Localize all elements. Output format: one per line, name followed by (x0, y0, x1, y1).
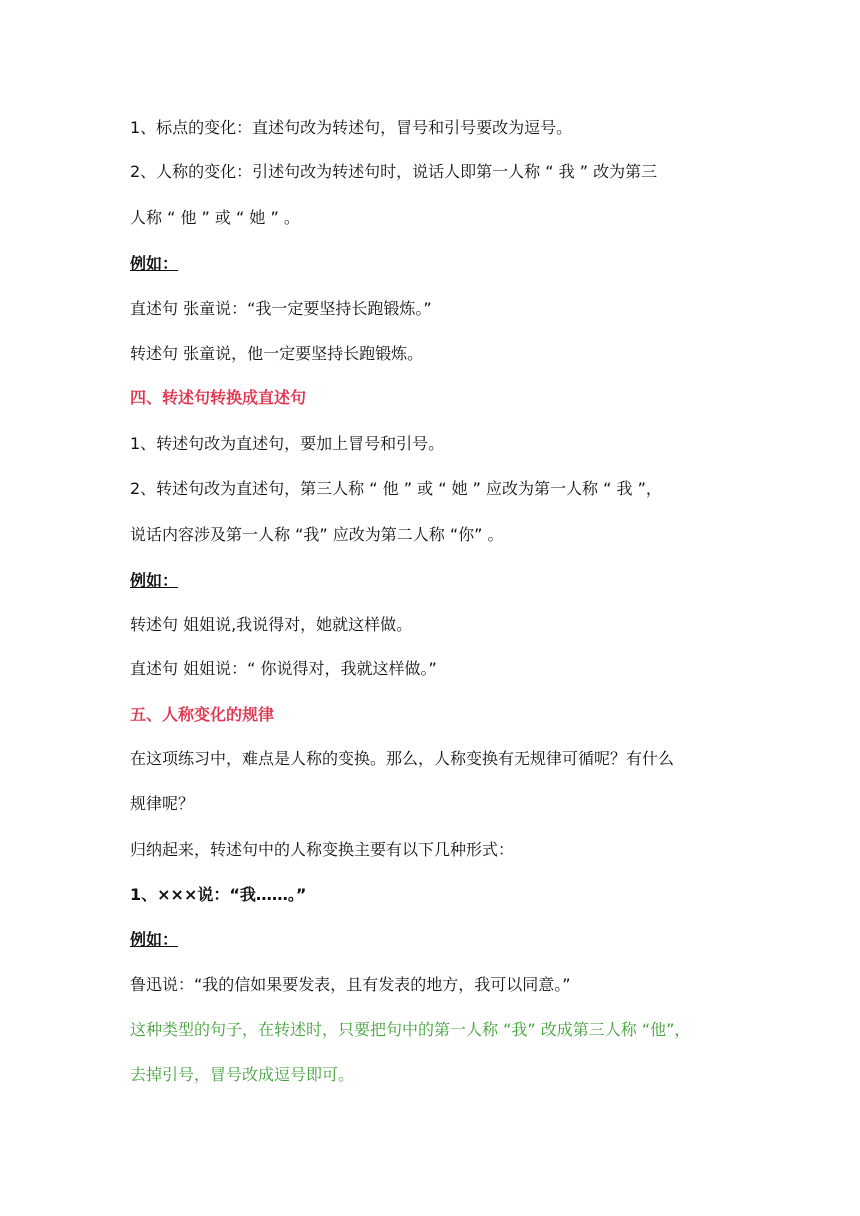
example-label: 例如： (130, 254, 179, 273)
text-line: 直述句 张童说：“我一定要坚持长跑锻炼。” (130, 299, 432, 318)
text-line: 人称 “ 他 ” 或 “ 她 ” 。 (130, 208, 300, 227)
text-line: 1、转述句改为直述句，要加上冒号和引号。 (130, 434, 445, 453)
text-line: 转述句 张童说，他一定要坚持长跑锻炼。 (130, 344, 424, 363)
highlighted-line: 这种类型的句子，在转述时，只要把句中的第一人称 “我” 改成第三人称 “他”， (130, 1020, 691, 1039)
text-line: 转述句 姐姐说,我说得对，她就这样做。 (130, 615, 413, 634)
text-line: 2、转述句改为直述句，第三人称 “ 他 ” 或 “ 她 ” 应改为第一人称 “ 我 ”， (130, 479, 662, 498)
text-line: 直述句 姐姐说：“ 你说得对，我就这样做。” (130, 659, 437, 678)
text-line: 归纳起来，转述句中的人称变换主要有以下几种形式： (130, 840, 515, 859)
text-line: 鲁迅说：“我的信如果要发表，且有发表的地方，我可以同意。” (130, 975, 571, 994)
example-label: 例如： (130, 930, 179, 949)
text-line: 1、标点的变化：直述句改为转述句，冒号和引号要改为逗号。 (130, 118, 573, 137)
example-label: 例如： (130, 571, 179, 590)
section-heading: 四、转述句转换成直述句 (130, 388, 307, 407)
highlighted-line: 去掉引号，冒号改成逗号即可。 (130, 1065, 355, 1084)
text-line: 规律呢？ (130, 794, 195, 813)
section-heading: 五、人称变化的规律 (130, 705, 275, 724)
text-line: 说话内容涉及第一人称 “我” 应改为第二人称 “你” 。 (130, 525, 504, 544)
text-line: 2、人称的变化：引述句改为转述句时，说话人即第一人称 “ 我 ” 改为第三 (130, 162, 658, 181)
subheading: 1、×××说：“我……。” (130, 885, 307, 904)
text-line: 在这项练习中，难点是人称的变换。那么，人称变换有无规律可循呢？有什么 (130, 749, 675, 768)
